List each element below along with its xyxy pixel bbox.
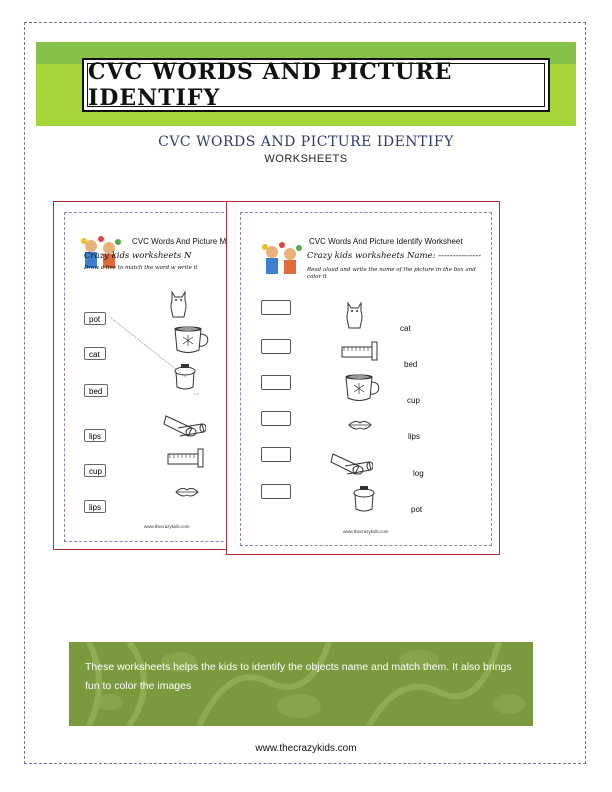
word-box-bed: bed (84, 384, 108, 397)
subtitle-worksheets: WORKSHEETS (264, 153, 348, 165)
label-cup: cup (407, 396, 420, 405)
pot-icon (172, 362, 198, 392)
bed-icon (339, 339, 381, 363)
label-bed: bed (404, 360, 418, 369)
description-panel (69, 642, 533, 726)
lips-icon (174, 486, 200, 498)
label-lips: lips (408, 432, 421, 441)
answer-box-4 (261, 411, 291, 426)
banner-title: CVC WORDS AND PICTURE IDENTIFY (88, 59, 453, 111)
worksheet-right-instruction: Read aloud and write the name of the picture in the box and color it (307, 267, 476, 280)
answer-box-2 (261, 339, 291, 354)
title-box (82, 58, 550, 112)
pot-icon (351, 484, 377, 514)
lips-icon (347, 419, 373, 431)
cat-icon (343, 298, 367, 330)
word-box-cat: cat (84, 347, 106, 360)
worksheet-right (226, 201, 500, 555)
worksheet-right-title: CVC Words And Picture Identify Worksheet (309, 237, 463, 246)
description-text: These worksheets helps the kids to identify the objects name and match them. It also brings fun to color the images (85, 661, 512, 692)
worksheet-right-brand: Crazy kids worksheets Name: --------------- (307, 251, 482, 261)
answer-box-5 (261, 447, 291, 462)
worksheet-left (53, 201, 253, 550)
subtitle: CVC WORDS AND PICTURE IDENTIFY (158, 134, 454, 150)
word-box-cup: cup (84, 464, 106, 477)
worksheet-left-brand: Crazy kids worksheets N (84, 251, 192, 261)
answer-box-6 (261, 484, 291, 499)
log-icon (329, 448, 373, 478)
word-box-lips-2: lips (84, 500, 106, 513)
label-cat: cat (400, 324, 411, 333)
answer-box-3 (261, 375, 291, 390)
log-icon (162, 410, 206, 440)
worksheet-left-instruction: Draw a line to match the word w write it (84, 265, 198, 271)
cup-icon (343, 374, 383, 404)
word-box-pot: pot (84, 312, 106, 325)
word-box-lips: lips (84, 429, 106, 442)
kids-icon (257, 242, 307, 282)
answer-box-1 (261, 300, 291, 315)
worksheet-left-footer: www.thecrazykids.com (144, 524, 190, 529)
cup-icon (172, 326, 212, 356)
website-footer: www.thecrazykids.com (255, 743, 357, 754)
cat-icon (167, 288, 191, 318)
worksheet-left-title: CVC Words And Picture M (132, 237, 227, 246)
label-pot: pot (411, 505, 423, 514)
header-banner (36, 42, 576, 126)
worksheet-right-footer: www.thecrazykids.com (343, 529, 389, 534)
label-log: log (413, 469, 424, 478)
bed-icon (166, 446, 206, 470)
